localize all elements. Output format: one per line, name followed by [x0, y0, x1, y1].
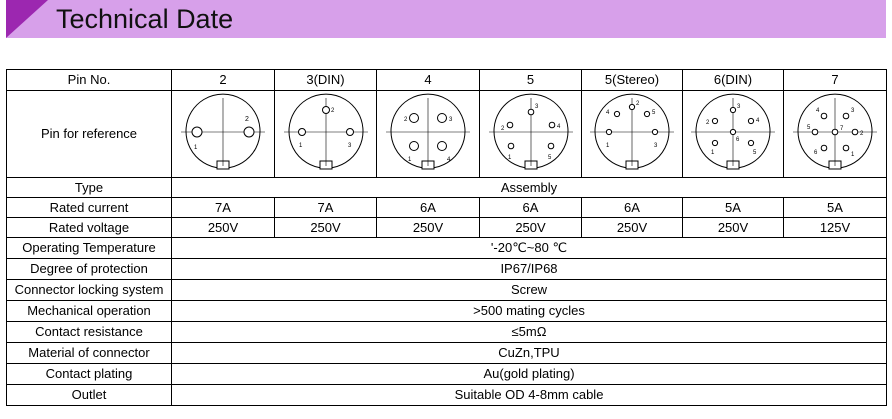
pin-label: 1 [507, 155, 511, 161]
pin-count: 3(DIN) [275, 70, 377, 91]
contact-plating-label: Contact plating [7, 364, 172, 385]
rated-voltage-value: 250V [275, 218, 377, 238]
pin-hole [192, 127, 202, 137]
pin-hole [821, 145, 827, 151]
pin-hole [812, 129, 818, 135]
outlet-value: Suitable OD 4-8mm cable [172, 385, 887, 406]
pin-label: 3 [654, 143, 658, 149]
pin-hole [730, 107, 735, 112]
pin-label: 5 [652, 110, 656, 116]
rated-current-value: 6A [377, 198, 480, 218]
pin-count: 4 [377, 70, 480, 91]
contact-resistance-value: ≤5mΩ [172, 322, 887, 343]
contact-resistance-row [7, 322, 887, 343]
pin-diagram-cell [683, 91, 784, 178]
pin-label: 4 [606, 110, 610, 116]
operating-temperature-label: Operating Temperature [7, 238, 172, 259]
pin-hole [410, 142, 419, 151]
pin-hole [244, 127, 254, 137]
rated-current-label: Rated current [7, 198, 172, 218]
rated-current-value: 7A [275, 198, 377, 218]
pin-diagram-cell [377, 91, 480, 178]
pin-count: 5 [480, 70, 582, 91]
pin-hole [712, 140, 717, 145]
mechanical-operation-label: Mechanical operation [7, 301, 172, 322]
rated-voltage-value: 250V [377, 218, 480, 238]
material-value: CuZn,TPU [172, 343, 887, 364]
pin-hole [507, 122, 513, 128]
pin-hole [298, 129, 305, 136]
rated-current-value: 5A [683, 198, 784, 218]
type-label: Type [7, 178, 172, 198]
pin-label: 1 [194, 145, 198, 151]
pin-count: 7 [784, 70, 887, 91]
contact-resistance-label: Contact resistance [7, 322, 172, 343]
contact-plating-row [7, 364, 887, 385]
pin-diagram-5 [483, 92, 579, 176]
degree-of-protection-label: Degree of protection [7, 259, 172, 280]
rated-voltage-value: 125V [784, 218, 887, 238]
pin-hole [832, 129, 838, 135]
pin-label: 1 [711, 150, 715, 156]
operating-temperature-value: '-20℃~80 ℃ [172, 238, 887, 259]
pin-label: 4 [447, 157, 451, 163]
pin-number-label: Pin No. [7, 70, 172, 91]
pin-label: 1 [408, 157, 412, 163]
pin-hole [548, 143, 554, 149]
pin-hole [748, 118, 753, 123]
rated-current-row [7, 198, 887, 218]
pin-hole [549, 122, 555, 128]
banner-accent-triangle [6, 0, 48, 38]
pin-reference-row [7, 91, 887, 178]
pin-reference-label: Pin for reference [7, 91, 172, 178]
pin-label: 7 [840, 126, 844, 132]
rated-current-value: 6A [480, 198, 582, 218]
pin-hole [438, 142, 447, 151]
pin-label: 3 [534, 104, 538, 110]
pin-count: 5(Stereo) [582, 70, 683, 91]
rated-current-value: 6A [582, 198, 683, 218]
pin-label: 3 [851, 108, 855, 114]
pin-label: 2 [636, 101, 640, 107]
page-title: Technical Date [56, 4, 234, 34]
type-value: Assembly [172, 178, 887, 198]
pin-hole [730, 129, 735, 134]
locking-system-label: Connector locking system [7, 280, 172, 301]
pin-label: 2 [330, 108, 334, 114]
pin-label: 2 [404, 117, 408, 123]
material-row [7, 343, 887, 364]
pin-hole [614, 111, 619, 116]
pin-diagram-2 [175, 92, 271, 176]
pin-label: 1 [606, 143, 610, 149]
pin-hole [629, 104, 634, 109]
pin-count: 2 [172, 70, 275, 91]
pin-hole [606, 129, 611, 134]
pin-diagram-4 [380, 92, 476, 176]
pin-hole [644, 111, 649, 116]
pin-hole [821, 113, 827, 119]
pin-diagram-cell [582, 91, 683, 178]
pin-label: 1 [851, 152, 855, 158]
pin-diagram-cell [275, 91, 377, 178]
pin-count: 6(DIN) [683, 70, 784, 91]
pin-hole [528, 109, 534, 115]
pin-label: 4 [756, 118, 760, 124]
pin-label: 2 [860, 131, 864, 137]
pin-diagram-3-din [278, 92, 374, 176]
rated-voltage-value: 250V [683, 218, 784, 238]
rated-current-value: 5A [784, 198, 887, 218]
pin-hole [843, 145, 849, 151]
pin-label: 6 [814, 150, 818, 156]
pin-diagram-cell [172, 91, 275, 178]
pin-label: 5 [807, 125, 811, 131]
pin-hole [852, 129, 858, 135]
pin-hole [322, 107, 329, 114]
contact-plating-value: Au(gold plating) [172, 364, 887, 385]
pin-label: 4 [556, 124, 560, 130]
pin-label: 5 [753, 150, 757, 156]
rated-voltage-value: 250V [480, 218, 582, 238]
pin-label: 4 [816, 108, 820, 114]
pin-hole [438, 114, 447, 123]
pin-diagram-cell [784, 91, 887, 178]
pin-hole [652, 129, 657, 134]
rated-voltage-label: Rated voltage [7, 218, 172, 238]
pin-label: 1 [298, 143, 302, 149]
pin-label: 3 [449, 117, 453, 123]
pin-label: 2 [245, 116, 249, 123]
pin-hole [508, 143, 514, 149]
pin-label: 6 [736, 137, 740, 143]
operating-temperature-row [7, 238, 887, 259]
pin-hole [410, 114, 419, 123]
pin-diagram-5-stereo [584, 92, 680, 176]
rated-voltage-value: 250V [172, 218, 275, 238]
degree-of-protection-row [7, 259, 887, 280]
locking-system-row [7, 280, 887, 301]
pin-label: 3 [737, 104, 741, 110]
pin-diagram-cell [480, 91, 582, 178]
technical-spec-table [6, 69, 887, 406]
pin-hole [712, 118, 717, 123]
type-row [7, 178, 887, 198]
pin-hole [346, 129, 353, 136]
rated-current-value: 7A [172, 198, 275, 218]
pin-hole [843, 113, 849, 119]
rated-voltage-value: 250V [582, 218, 683, 238]
outlet-row [7, 385, 887, 406]
pin-label: 5 [547, 155, 551, 161]
pin-label: 2 [706, 120, 710, 126]
mechanical-operation-row [7, 301, 887, 322]
locking-system-value: Screw [172, 280, 887, 301]
pin-hole [748, 140, 753, 145]
mechanical-operation-value: >500 mating cycles [172, 301, 887, 322]
outlet-label: Outlet [7, 385, 172, 406]
pin-label: 3 [347, 143, 351, 149]
pin-label: 2 [500, 126, 504, 132]
pin-diagram-6-din [685, 92, 781, 176]
rated-voltage-row [7, 218, 887, 238]
material-label: Material of connector [7, 343, 172, 364]
pin-diagram-7 [787, 92, 883, 176]
pin-number-row [7, 70, 887, 91]
degree-of-protection-value: IP67/IP68 [172, 259, 887, 280]
